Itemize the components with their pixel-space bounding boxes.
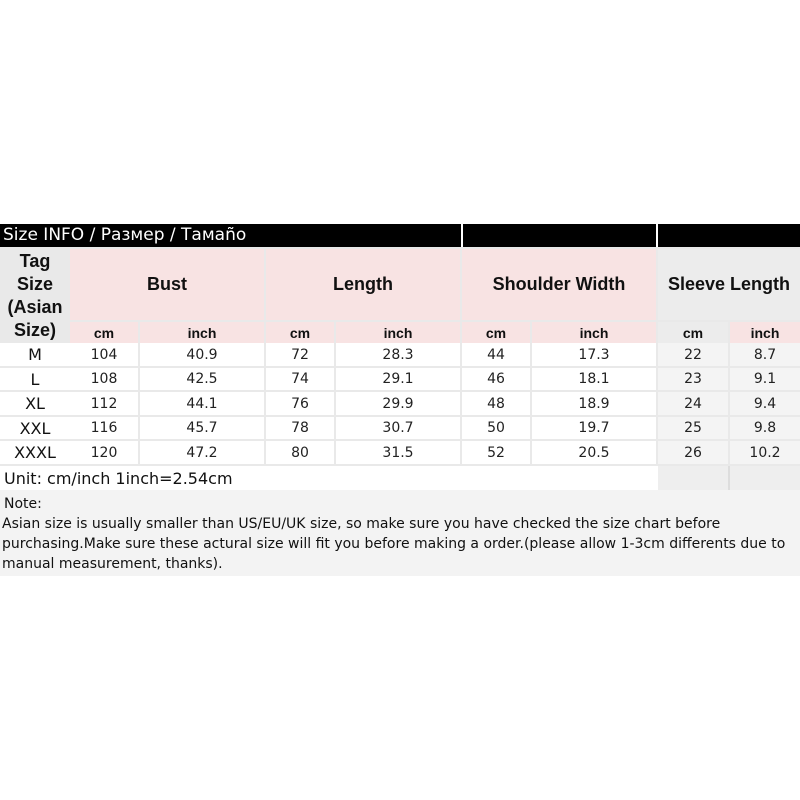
unit-line: Unit: cm/inch 1inch=2.54cm (4, 469, 233, 488)
tag-size-header: Tag Size (Asian Size) (7, 251, 63, 340)
unit-header-inch: inch (336, 322, 460, 343)
size-value-cell: 9.8 (730, 417, 800, 439)
size-value-cell: 40.9 (140, 343, 264, 366)
note-label: Note: (4, 496, 42, 512)
size-value-cell: 10.2 (730, 441, 800, 464)
size-value-cell: 116 (70, 417, 138, 439)
size-value-cell: 76 (266, 392, 334, 415)
size-value-cell: 31.5 (336, 441, 460, 464)
size-value-cell: 50 (462, 417, 530, 439)
size-value-cell: 80 (266, 441, 334, 464)
size-label: M (0, 343, 70, 366)
size-value-cell: 72 (266, 343, 334, 366)
sleeve-length-header: Sleeve Length (667, 274, 791, 294)
size-value-cell: 52 (462, 441, 530, 464)
note-line-2: purchasing.Make sure these actural size will fit you before making a order.(please allow 1-3cm differents due to (2, 536, 786, 552)
unit-header-inch: inch (140, 322, 264, 343)
size-label: XL (0, 392, 70, 415)
size-value-cell: 8.7 (730, 343, 800, 366)
unit-header-cm: cm (658, 322, 728, 343)
size-value-cell: 18.1 (532, 368, 656, 390)
size-value-cell: 26 (658, 441, 728, 464)
size-info-title: Size INFO / Размер / Тамаño (3, 225, 247, 245)
size-value-cell: 29.9 (336, 392, 460, 415)
size-value-cell: 22 (658, 343, 728, 366)
size-value-cell: 18.9 (532, 392, 656, 415)
size-value-cell: 25 (658, 417, 728, 439)
size-value-cell: 42.5 (140, 368, 264, 390)
size-value-cell: 23 (658, 368, 728, 390)
size-value-cell: 120 (70, 441, 138, 464)
size-value-cell: 29.1 (336, 368, 460, 390)
length-header: Length (333, 274, 393, 294)
size-value-cell: 74 (266, 368, 334, 390)
unit-header-inch: inch (730, 322, 800, 343)
unit-header-cm: cm (462, 322, 530, 343)
table-divider (728, 466, 730, 490)
size-value-cell: 19.7 (532, 417, 656, 439)
size-value-cell: 45.7 (140, 417, 264, 439)
size-value-cell: 44 (462, 343, 530, 366)
size-value-cell: 46 (462, 368, 530, 390)
size-value-cell: 47.2 (140, 441, 264, 464)
size-value-cell: 9.4 (730, 392, 800, 415)
unit-header-cm: cm (70, 322, 138, 343)
size-value-cell: 48 (462, 392, 530, 415)
header-divider (461, 224, 463, 247)
size-value-cell: 44.1 (140, 392, 264, 415)
shoulder-width-header: Shoulder Width (492, 274, 626, 294)
size-label: XXL (0, 417, 70, 439)
unit-header-cm: cm (266, 322, 334, 343)
size-value-cell: 20.5 (532, 441, 656, 464)
size-value-cell: 108 (70, 368, 138, 390)
header-divider (656, 224, 658, 247)
size-value-cell: 30.7 (336, 417, 460, 439)
size-label: L (0, 368, 70, 390)
size-label: XXXL (0, 441, 70, 464)
size-value-cell: 104 (70, 343, 138, 366)
note-line-3: manual measurement, thanks). (2, 556, 223, 572)
size-value-cell: 112 (70, 392, 138, 415)
bust-header: Bust (147, 274, 187, 294)
unit-header-inch: inch (532, 322, 656, 343)
size-value-cell: 24 (658, 392, 728, 415)
size-value-cell: 17.3 (532, 343, 656, 366)
size-value-cell: 9.1 (730, 368, 800, 390)
note-line-1: Asian size is usually smaller than US/EU/UK size, so make sure you have checked the size chart before (2, 516, 721, 532)
size-value-cell: 28.3 (336, 343, 460, 366)
size-info-header-bar (0, 224, 800, 247)
size-value-cell: 78 (266, 417, 334, 439)
